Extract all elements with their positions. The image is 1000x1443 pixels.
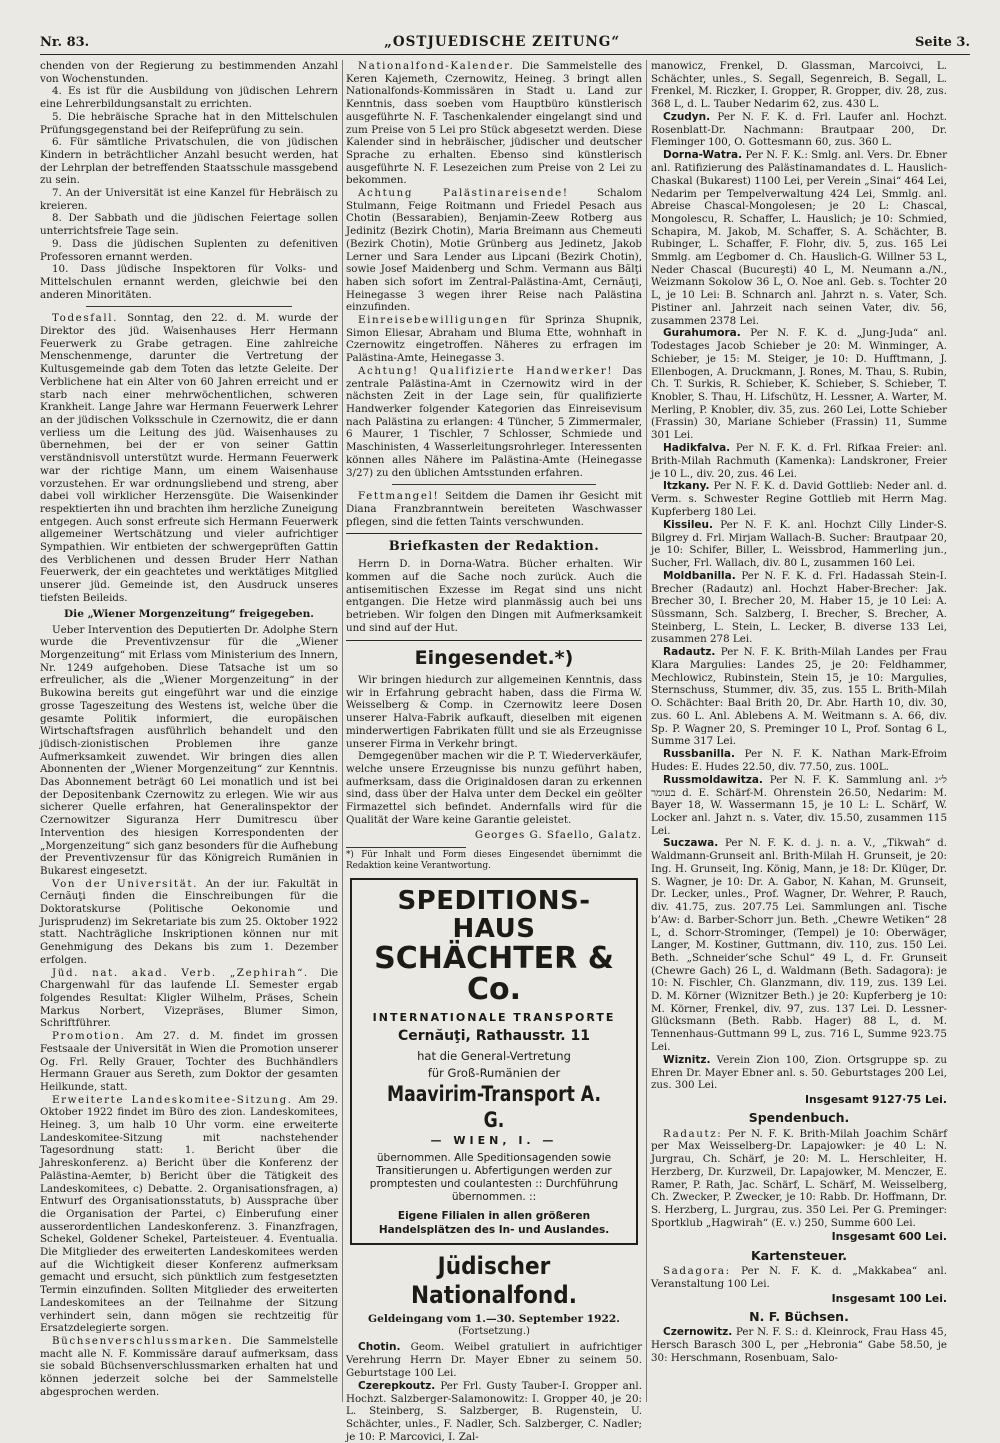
ad-line: Maavirim-Transport A. G. — [386, 1082, 601, 1133]
ad-line: SPEDITIONS-HAUS — [397, 886, 591, 944]
donation-entry: Chotin. Geom. Weibel gratuliert in aufrichtiger Verehrung Herrn Dr. Mayer Ebner zu seinem 50. Geburtstage 100 Lei. — [346, 1341, 642, 1379]
donation-entry: Hadikfalva. Per N. F. K. d. Frl. Rifkaa Freier: anl. Brith-Milah Rachmuth (Kamenka): Landskroner, Freier je 10 L., div. 20, zus. 46 Lei. — [651, 441, 948, 480]
donation-entry: Moldbanilla. Per N. F. K. d. Frl. Hadassah Stein-I. Brecher (Radautz) anl. Hochzt Haber-Brecher: Jak. Brecher 30, I. Brecher 20, M. Haber 15, je 10 Lei: A. Süssmann, Sch. Salzberg, I. Brecher, S. Brecher, A. Steinberg, L. Stein, L. Lecker, B. diverse 133 Lei, zusammen 278 Lei. — [651, 569, 947, 646]
issue-number: Nr. 83. — [40, 35, 90, 50]
article-body: Ueber Intervention des Deputierten Dr. Adolphe Stern wurde die Preventivzensur für die „Wiener Morgenzeitung“ mit Erlass vom Ministerium des Innern, Nr. 1249 aufgehoben. Diese Tatsache ist um so erfreulicher, als die „Wiener Morgenzeitung“ in der Bukowina bereits gut eingeführt war und die einzige grosse Tageszeitung des Westens ist, welche über die gesamte Politik informiert, die europäischen Wirtschaftsfragen ausführlich behandelt und den jüdisch-zionistischen Problemen ihre ganze Aufmerksamkeit zuwendet. Wir bringen dies allen Abonnenten der „Wiener Morgenzeitung“ zur Kenntnis. Das Abonnement beträgt 60 Lei monatlich und ist bei der Depositenbank Czernowitz zu erlegen. Wie wir aus sicherer Quelle erfahren, hat Generalinspektor der Czernowitzer Siguranza Herr Dumitrescu über Intervention des hiesigen Korrespondenten der „Morgenzeitung“ sich ganz besonders für die Aufhebung der Preventivzensur für das Königreich Rumänien in Bukarest eingesetzt. — [40, 623, 338, 877]
newspaper-title: „OSTJUEDISCHE ZEITUNG“ — [384, 34, 621, 50]
article-lead: Einreisebewilligungen — [358, 314, 509, 327]
article-lead: Achtung! Qualifizierte Handwerker! — [358, 364, 614, 377]
article-body: Die Sammelstelle des Keren Kajemeth, Czernowitz, Heineg. 3 bringt allen Nationalfonds-Kommissären in Stadt u. Land zur Kenntnis, dass soeben vom Hauptbüro künstlerisch ausgeführte N. F. Taschenkalender eingelangt sind und zum Preise von 5 Lei pro Stück abgesetzt werden. Diese Kalender sind in hebräischer, jüdischer und deutscher Sprache zu erhalten. Ebenso sind künstlerisch ausgeführte N. F. Lesezeichen zum Preise von 2 Lei zu bekommen. — [346, 60, 642, 187]
section-heading: Kartensteuer. — [750, 1247, 848, 1263]
section-divider — [86, 306, 292, 307]
page-header — [40, 28, 970, 55]
demand-item: 5. Die hebräische Sprache hat in den Mittelschulen Prüfungsgegenstand bei der Reifeprüfung zu sein. — [40, 110, 338, 136]
donation-entry: Gurahumora. Per N. F. K. d. „Jung-Juda“ anl. Todestages Jacob Schieber je 20: M. Winminger, A. Schieber, je 15: M. Steiger, je 10: D. Hufftmann, J. Ellenbogen, A. Druckmann, J. Rones, M. Thau, S. Rubin, Ch. T. Surkis, R. Schieber, K. Schieber, S. Schieber, T. Knobler, S. Thau, H. Lifschütz, H. Lessner, A. Warter, M. Merling, P. Knobler, div. 35, zus. 260 Lei, Lotte Schieber (Frassin) 30, Mariane Schieber (Frassin) 11, Summe 301 Lei. — [651, 327, 947, 442]
article-body: Die Sammelstelle macht alle N. F. Kommissäre darauf aufmerksam, dass sie sobald Büchsenverschlussmarken erhalten hat und können jederzeit solche bei der Sammelstelle abgesprochen werden. — [40, 1334, 338, 1398]
article-body: Das zentrale Palästina-Amt in Czernowitz wird in der nächsten Zeit in der Lage sein, für qualifizierte Handwerker folgender Kategorien das Einreisevisum nach Palästina zu erlangen: 4 Tüncher, 5 Zimmermaler, 6 Maurer, 1 Tischler, 7 Schlosser, Schmiede und Maschinisten, 4 Wasserleitungsrohrleger. Interessenten können alles Nähere im Palästina-Amte (Heinegasse 3/27) zu den üblichen Amtsstunden erfahren. — [346, 364, 642, 479]
article-landeskomitee — [40, 1094, 338, 1335]
column-1 — [40, 60, 338, 1402]
column-divider — [342, 60, 343, 1402]
donation-entry: Sadagora: Per N. F. K. d. „Makkabea“ anl. Veranstaltung 100 Lei. — [651, 1265, 947, 1290]
place-name: Hadikfalva. — [663, 441, 731, 454]
demand-item: 8. Der Sabbath und die jüdischen Feiertage sollen unterrichtsfreie Tage sein. — [40, 212, 338, 238]
article-body: Wir bringen hiedurch zur allgemeinen Kenntnis, dass wir in Erfahrung gebracht haben, dass die Firma W. Weisselberg & Comp. in Czernowitz leere Dosen unserer Halva-Fabrik aufkauft, dieselben mit eigenen minderwertigen Fabrikaten füllt und sie als Erzeugnisse unserer Firma in Verkehr bringt. — [346, 674, 642, 750]
article-obituary — [40, 312, 338, 604]
article-body: Am 29. Oktober 1922 findet im Büro des zion. Landeskomitees, Heineg. 3, um halb 10 Uhr vorm. eine erweiterte Landeskomitee-Sitzung mit nachstehender Tagesordnung statt: 1. Bericht über die Jahreskonferenz. a) Bericht über die Konferenz der Palästina-Aemter, b) Bericht über die Tätigkeit des Landeskomitees, c) Debatte. 2. Organisationsfragen, a) Entwurf des Organisationsstatuts, b) Aussprache über die Organisation der Partei, c) Einberufung einer ausserordentlichen Landeskonferenz. 3. Finanzfragen, Schekel, Goldener Schekel, Parteisteuer. 4. Eventualia. Die Mitglieder des erweiterten Landeskomitees werden auf die Wichtigkeit dieser Konferenz aufmerksam gemacht und ersucht, sich pünktlich zum festgesetzten Termin einzufinden. Sollten Mitglieder des erweiterten Landeskomitees an der Teilnahme der Sitzung verhindert sein, dann mögen sie rechtzeitig für Ersatzdelegierte sorgen. — [40, 1093, 338, 1335]
article-permits — [346, 314, 642, 365]
demand-item: chenden von der Regierung zu bestimmenden Anzahl von Wochenstunden. — [40, 60, 338, 85]
article-lead: Büchsenverschlussmarken. — [52, 1334, 234, 1347]
donation-entry: Russbanilla. Per N. F. K. Nathan Mark-Efroim Hudes: E. Hudes 22.50, div. 77.50, zus. 100L. — [651, 747, 947, 773]
place-name: Czerepkoutz. — [358, 1379, 436, 1392]
place-name: Kissileu. — [663, 518, 714, 531]
donation-entry: Itzkany. Per N. F. K. d. David Gottlieb: Neder anl. d. Verm. s. Schwester Regine Gottlieb mit Herrn Mag. Kupferberg 180 Lei. — [651, 480, 947, 518]
article-fett — [346, 490, 642, 528]
column-2 — [346, 60, 642, 1443]
article-body: Seitdem die Damen ihr Gesicht mit Diana Franzbranntwein bereiteten Waschwasser pflegen, sind die fetten Taints verschwunden. — [346, 490, 642, 528]
ad-company-name: SCHÄCHTER & Co. — [374, 940, 614, 1008]
section-heading: Briefkasten der Redaktion. — [388, 539, 600, 555]
donation-entry: Radautz. Per N. F. K. Brith-Milah Landes per Frau Klara Margulies: Landes 25, je 20: Feldhammer, Mechlowicz, Rubinstein, Stein 15, je 10: Margulies, Sternschuss, Stummer, div. 35, zus. 155 L. Brith-Milah O. Schächter: Baal Brith 20, Dr. Abr. Harth 10, div. 30, zus. 60 L. Anl. Ablebens A. M. Weitmann s. A. 66, div. Sp. P. Wagner 20, S. Preminger 10 L, Prof. Sontag 6 L, Summe 317 Lei. — [651, 646, 948, 748]
place-name: Czudyn. — [663, 110, 711, 123]
ad-line: Eigene Filialen in allen größeren Handelsplätzen des In- und Auslandes. — [378, 1210, 610, 1236]
article-heading: Die „Wiener Morgenzeitung“ freigegeben. — [64, 607, 314, 620]
ad-address: Cernăuţi, Rathausstr. 11 — [398, 1028, 590, 1045]
signature: Georges G. Sfaello, Galatz. — [474, 829, 642, 842]
donation-entry: manowicz, Frenkel, D. Glassman, Marcoivci, L. Schächter, unles., S. Segall, Segenreich, B. Segall, L. Frenkel, M. Riczker, I. Gropper, R. Gropper, div. 28, zus. 368 L, d. L. Tauber Nedarim 62, zus. 430 L. — [651, 60, 947, 111]
donation-entry: Radautz: Per N. F. K. Brith-Milah Joachim Schärf per Max Weisselberg-Dr. Lapajowker: je 40 L: N. Jurgrau, Ch. Schärf, je 20: M. L. Herschleiter, H. Herzberg, Dr. Kurzweil, Dr. Lapajowker, M. Menczer, E. Ramer, P. Rath, Jac. Schärf, L. Schärf, M. Weisselberg, Ch. Zwecker, P. Zwecker, je 10: Rabb. Dr. Hoffmann, Dr. S. Herzberg, L. Jurgrau, zus. 350 Lei. Per G. Preminger: Sportklub „Hagwirah“ (E. v.) 250, Summe 600 Lei. — [651, 1127, 948, 1229]
place-name: Suczawa. — [663, 837, 719, 850]
article-body: Demgegenüber machen wir die P. T. Wiederverkäufer, welche unsere Erzeugnisse bis nunzu geführt haben, aufmerksam, dass die Originaldosen daran zu erkennen sind, dass über der Halva unter dem Deckel ein geölter Firmazettel sich befindet. Andernfalls wird für die Qualität der Ware keine Garantie geleistet. — [346, 750, 642, 826]
total-line: Insgesamt 600 Lei. — [831, 1230, 947, 1244]
article-body: An der iur. Fakultät in Cernăuţi finden die Einschreibungen für die Doktoratskurse (Politische Oekonomie und Jurisprudenz) im Sekretariate bis zum 25. Oktober 1922 statt. Nachträgliche Inskriptionen können nur mit Genehmigung des Dekans bis zum 1. Dezember erfolgen. — [40, 877, 338, 966]
article-lead: Nationalfond-Kalender. — [358, 60, 515, 72]
article-body: Am 27. d. M. findet im grossen Festsaale der Universität in Wien die Promotion unserer Og. Frl. Relly Grauer, Tochter des Buchhändlers Hermann Grauer aus Sereth, zum Doktor der gesamten Heilkunde, statt. — [40, 1030, 339, 1093]
article-buechsen — [40, 1335, 338, 1399]
section-heading: Eingesendet.*) — [414, 646, 574, 669]
donation-entry: Wiznitz. Verein Zion 100, Zion. Ortsgruppe sp. zu Ehren Dr. Mayer Ebner anl. s. 50. Geburtstages 200 Lei, zus. 300 Lei. — [651, 1053, 947, 1092]
section-heading: Spendenbuch. — [748, 1110, 850, 1126]
article-lead: Jüd. nat. akad. Verb. „Zephirah“. — [52, 966, 309, 979]
place-name: Itzkany. — [663, 480, 710, 493]
article-lead: Achtung Palästinareisende! — [358, 187, 569, 200]
place-name: Czernowitz. — [663, 1326, 733, 1339]
article-calendar — [346, 60, 642, 187]
article-lead: Fettmangel! — [358, 490, 440, 503]
section-heading: Jüdischer Nationalfond. — [411, 1251, 577, 1310]
place-name: Chotin. — [358, 1341, 401, 1354]
article-body: für Sprinza Shupnik, Simon Eliesar, Abraham und Bluma Ette, wohnhaft in Czernowitz eingetroffen. Näheres zu erfragen im Palästina-Amte, Heinegasse 3. — [346, 314, 642, 365]
article-promotion — [40, 1030, 338, 1094]
continuation-note: (Fortsetzung.) — [458, 1325, 530, 1337]
donation-entry: Czerepkoutz. Per Frl. Gusty Tauber-I. Gropper anl. Hochzt. Salzberger-Salamonowitz: I. Gropper 40, je 20: L. Steinberg, S. Salzberger, B. Rugenstein, U. Schächter, unles., F. Nadler, Sch. Salzberger, C. Nadler; je 10: P. Marcovici, I. Zal- — [346, 1379, 642, 1443]
article-zephirah — [40, 967, 338, 1031]
demand-item: 6. Für sämtliche Privatschulen, die von jüdischen Kindern in beträchtlicher Anzahl besucht werden, hat der Lehrplan der betreffenden Staatsschule massgebend zu sein. — [40, 136, 338, 187]
total-line: Insgesamt 9127·75 Lei. — [804, 1092, 947, 1106]
advertisement — [350, 878, 638, 1244]
ad-line: INTERNATIONALE TRANSPORTE — [372, 1010, 616, 1024]
place-name: Moldbanilla. — [663, 569, 736, 582]
donation-entry: Czernowitz. Per N. F. S.: d. Kleinrock, Frau Hass 45, Hersch Barasch 300 L, per „Hebronia“ Gabe 58.50, je 30: Herschmann, Rosenbuam, Salo- — [651, 1326, 948, 1364]
place-name: Radautz: — [663, 1127, 723, 1140]
demand-item: 7. An der Universität ist eine Kanzel für Hebräisch zu kreieren. — [40, 187, 338, 212]
donation-entry: Czudyn. Per N. F. K. d. Frl. Laufer anl. Hochzt. Rosenblatt-Dr. Nachmann: Brautpaar 200, Dr. Fleminger 100, O. Gottesmann 60, zus. 360 L. — [651, 110, 947, 149]
ad-line: für Groß-Rumänien der — [427, 1066, 561, 1081]
article-lead: Von der Universität. — [52, 877, 198, 890]
ad-line: übernommen. Alle Speditionsagenden sowie Transitierungen u. Abfertigungen werden zur promptesten und coulantesten :: Durchführung übernommen. :: — [369, 1151, 619, 1204]
donation-entry: Suczawa. Per N. F. K. d. j. n. a. V., „Tikwah“ d. Waldmann-Grunseit anl. Brith-Milah H. Grunseit, je 20: Ing. H. Grunseit, Ing. König, Mann, je 18: Dr. Klüger, Dr. S. Wagner, je 10: Dr. A. Gabor, N. Kahan, M. Grunseit, Dr. Lecker, unles., Prof. Wagner, Dr. Wehrer, P. Rauch, div. 41.75, zus. 207.75 Lei. Sammlungen anl. Tische b’Aw: d. Barber-Schorr jun. Beth. „Chewre Wetiken“ 28 L, d. Schorr-Strominger, (Tempel) je 10: Oberwäger, Langer, M. Kostiner, Guttmann, div. 110, zus. 150 Lei. Beth. „Schneider’sche Schul“ 49 L, d. Fr. Grunseit (Chewre Gach) 26 L, d. Waldmann (Beth. Sadagora): je 10: N. Fischler, Ch. Glanzmann, div. 119, zus. 139 Lei. D. M. Körner (Wiznitzer Beth.) je 20: Kupferberg je 10: M. Körner, Frenkel, div. 97, zus. 137 Lei. D. Lessner-Glücksmann (Beth. Rabb. Hager) 88 L, d. M. Tennenhaus-Guttmann 99 L, zus. 716 L, Summe 923.75 Lei. — [651, 837, 947, 1053]
ad-line: — WIEN, I. — — [430, 1134, 558, 1148]
article-lead: Erweiterte Landeskomitee-Sitzung. — [52, 1093, 293, 1106]
column-3 — [651, 60, 947, 1402]
demand-item: 9. Dass die jüdischen Suplenten zu defenitiven Professoren ernannt werden. — [40, 237, 338, 263]
article-body: Die Chargenwahl für das laufende LI. Semester ergab folgendes Resultat: Kligler Wilhelm, Präses, Schein Markus Norbert, Vizepräses, Blumer Simon, Schriftführer. — [40, 966, 338, 1030]
column-divider — [646, 60, 647, 1402]
demand-item: 4. Es ist für die Ausbildung von jüdischen Lehrern eine Lehrerbildungsanstalt zu errichten. — [40, 85, 338, 111]
demand-item: 10. Dass jüdische Inspektoren für Volks- und Mittelschulen ernannt werden, gleichwie bei den anderen Minoritäten. — [40, 263, 338, 301]
article-body: Sonntag, den 22. d. M. wurde der Direktor des jüd. Waisenhauses Herr Hermann Feuerwerk zu Grabe getragen. Eine zahlreiche Menschenmenge, darunter die Vertretung der Kultusgemeinde gab dem Toten das letzte Geleite. Der Verblichene hat ein Alter von 60 Jahren erreicht und er starb nach einer mehrwöchentlichen, schweren Krankheit. Lange Jahre war Hermann Feuerwerk Lehrer an der jüdischen Volksschule in Czernowitz, die er dann verliess um die Leitung des jüd. Waisenhauses zu übernehmen, bei der er von seiner Gattin verständnisvoll unterstützt wurde. Hermann Feuerwerk war der richtige Mann, um einem Waisenhause vorzustehen. Er war ordnungsliebend und streng, aber dabei voll wirklicher Herzensgüte. Die Waisenkinder respektierten ihn und brachten ihm herzliche Zuneigung entgegen. Auch sonst erfreute sich Hermann Feuerwerk allgemeiner Wertschätzung und vieler aufrichtiger Sympathien. Wir entbieten der schwergeprüften Gattin des Verblichenen und dessen Bruder Herr Nathan Feuerwerk, der ein geachtetes und werktätiges Mitglied unserer jüd. Gemeinde ist, den Ausdruck unseres tiefsten Beileids. — [40, 312, 338, 604]
section-divider — [392, 484, 596, 485]
article-craftsmen — [346, 365, 642, 479]
place-name: Russbanilla. — [663, 747, 736, 760]
ad-line: hat die General-Vertretung — [417, 1048, 571, 1063]
article-lead: Todesfall. — [52, 312, 119, 325]
footnote: *) Für Inhalt und Form dieses Eingesendet übernimmt die Redaktion keine Verantwortung. — [346, 847, 466, 871]
place-name: Radautz. — [663, 646, 716, 659]
article-university — [40, 878, 338, 967]
donation-entry: Kissileu. Per N. F. K. anl. Hochzt Cilly Linder-S. Bilgrey d. Frl. Mirjam Wallach-B. Sucher: Brautpaar 20, je 10: Schifer, Biller, L. Weissbrod, Hammerling jun., Sucher, Frl. Wallach, div. 80 L, zusammen 160 Lei. — [651, 518, 947, 569]
place-name: Wiznitz. — [663, 1053, 711, 1066]
article-lead: Promotion. — [52, 1030, 126, 1043]
section-divider — [346, 640, 642, 641]
total-line: Insgesamt 100 Lei. — [831, 1291, 947, 1305]
donation-entry: Russmoldawitza. Per N. F. K. Sammlung anl. ל״ג בעומר d. E. Schärf-M. Ohrenstein 26.50, Nedarim: M. Bayer 18, W. Wassermann 15, je 10 L: L. Schärf, W. Locker anl. Jahzt n. s. Vater, div. 15.50, zusammen 115 Lei. — [651, 773, 947, 837]
place-name: Dorna-Watra. — [663, 149, 743, 162]
article-body: Herrn D. in Dorna-Watra. Bücher erhalten. Wir kommen auf die Sache noch zurück. Auch die antisemitischen Exzesse im Regat sind uns nicht entgangen. Die Hetze wird planmässig auch bei uns betrieben. Wir folgen den Dingen mit Aufmerksamkeit und sind auf der Hut. — [346, 558, 642, 634]
article-body: Schalom Stulmann, Feige Roitmann und Friedel Pesach aus Chotin (Bessarabien), Benjamin-Zeew Rotberg aus Jedinitz (Bezirk Chotin), Maria Breimann aus Chemeuti (Bezirk Chotin), Motie Grünberg aus Jedinetz, Jakob Lerner und Sara Lender aus Lipcani (Bezirk Chotin), sowie Josef Maidenberg und Schm. Vermann aus Bălţi haben sich sofort im Zentral-Palästina-Amt, Cernăuţi, Heinegasse 3 wegen ihrer Reise nach Palästina einzufinden. — [346, 187, 642, 314]
page-number: Seite 3. — [915, 35, 970, 50]
section-heading: N. F. Büchsen. — [749, 1308, 849, 1324]
donation-entry: Dorna-Watra. Per N. F. K.: Smlg. anl. Vers. Dr. Ebner anl. Ratifizierung des Palästinamandates d. L. Hauslich-Chaskal (Bukarest) 1100 Lei, per Verein „Sinai“ 464 Lei, Nedarim per Tempelverwaltung 424 Lei, Smmlg. anl. Abreise Chascal-Mongolesen; je 20 L: Chascal, Mongolescu, R. Schaffer, L. Hauslich; je 10: Schmied, Schapira, M. Jakob, M. Schaffer, S. A. Schächter, B. Rubinger, L. Schaffer, F. Flohr, div. 5, zus. 165 Lei Smmlg. am L’egbomer d. Ch. Hauslich-G. Willner 53 L, Neder Chascal (Bucureşti) 40 L, M. Neumann a./N., Weizmann Sokolow 36 L, O. Noe anl. Geb. s. Tochter 20 L, je 10 Lei: B. Schnarch anl. Jahrzt n. s. Vater, Sch. Pistiner anl. Jahrzeit nach seinen Vater, div. 56, zusammen 2378 Lei. — [651, 149, 947, 327]
place-name: Gurahumora. — [663, 327, 741, 340]
section-subheading: Geldeingang vom 1.—30. September 1922. — [368, 1312, 620, 1325]
place-name: Russmoldawitza. — [663, 773, 763, 786]
section-divider — [346, 533, 642, 534]
article-travellers — [346, 187, 642, 314]
place-name: Sadagora: — [663, 1265, 731, 1278]
